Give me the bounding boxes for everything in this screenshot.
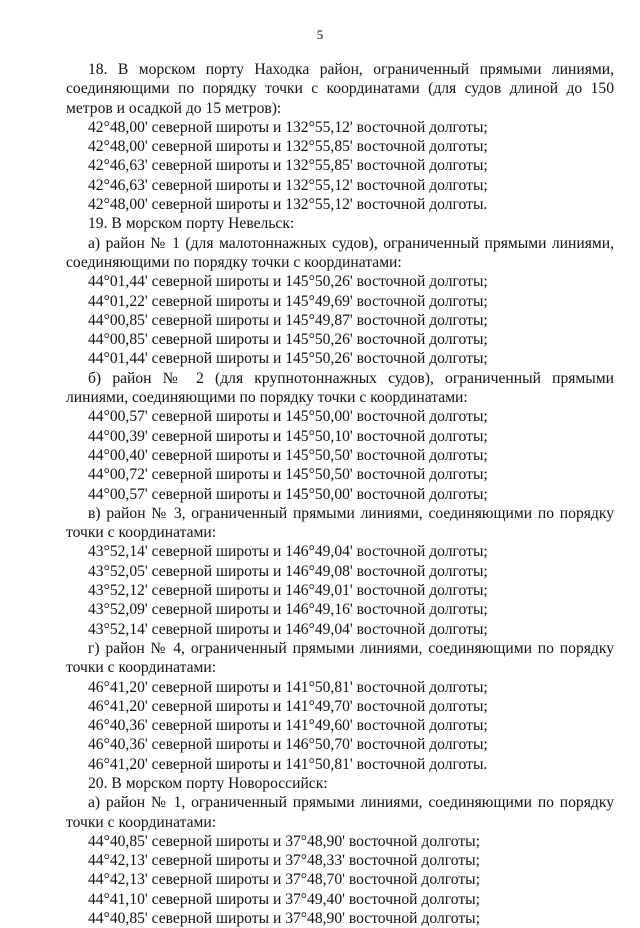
section-20-heading: 20. В морском порту Новороссийск:	[88, 774, 328, 792]
coordinate-line: 44°00,39' северной широты и 145°50,10' восточной долготы;	[88, 427, 488, 445]
coordinate-line: 42°46,63' северной широты и 132°55,12' восточной долготы;	[88, 176, 488, 194]
coordinate-line: 43°52,14' северной широты и 146°49,04' восточной долготы;	[88, 620, 488, 638]
coordinate-line: 46°41,20' северной широты и 141°50,81' восточной долготы;	[88, 678, 488, 696]
coordinate-line: 44°01,44' северной широты и 145°50,26' восточной долготы;	[88, 273, 488, 291]
paragraph-19b-intro: б) район № 2 (для крупнотоннажных судов), ограниченный прямыми линиями, соединяющими по порядку точки с координатами:	[66, 369, 614, 407]
coordinate-line: 44°00,57' северной широты и 145°50,00' восточной долготы;	[88, 408, 488, 426]
coordinate-line: 42°48,00' северной широты и 132°55,12' восточной долготы.	[88, 196, 488, 214]
coordinate-line: 43°52,09' северной широты и 146°49,16' восточной долготы;	[88, 601, 488, 619]
coordinate-line: 44°41,10' северной широты и 37°49,40' восточной долготы;	[88, 890, 480, 908]
document-body	[66, 60, 614, 928]
paragraph-18-intro: 18. В морском порту Находка район, ограниченный прямыми линиями, соединяющими по порядку точки с координатами (для судов длиной до 150 метров и осадкой до 15 метров):	[66, 61, 614, 117]
coordinate-line: 42°46,63' северной широты и 132°55,85' восточной долготы;	[88, 157, 488, 175]
paragraph-19v-intro: в) район № 3, ограниченный прямыми линиями, соединяющими по порядку точки с координатами:	[66, 504, 614, 542]
coordinate-line: 46°40,36' северной широты и 146°50,70' восточной долготы;	[88, 736, 488, 754]
coordinate-line: 42°48,00' северной широты и 132°55,85' восточной долготы;	[88, 138, 488, 156]
coordinate-line: 44°00,72' северной широты и 145°50,50' восточной долготы;	[88, 466, 488, 484]
coordinate-line: 43°52,14' северной широты и 146°49,04' восточной долготы;	[88, 543, 488, 561]
coordinate-line: 46°41,20' северной широты и 141°49,70' восточной долготы;	[88, 697, 488, 715]
paragraph-20a-intro: а) район № 1, ограниченный прямыми линиями, соединяющими по порядку точки с координатами:	[66, 794, 614, 831]
paragraph-19g-intro: г) район № 4, ограниченный прямыми линиями, соединяющими по порядку точки с координатами:	[66, 639, 614, 677]
coordinate-line: 44°00,57' северной широты и 145°50,00' восточной долготы;	[88, 485, 488, 503]
coordinate-line: 43°52,12' северной широты и 146°49,01' восточной долготы;	[88, 582, 488, 600]
paragraph-19a-intro: а) район № 1 (для малотоннажных судов), ограниченный прямыми линиями, соединяющими по порядку точки с координатами:	[66, 234, 614, 271]
coordinate-line: 42°48,00' северной широты и 132°55,12' восточной долготы;	[88, 118, 488, 136]
coordinate-line: 44°40,85' северной широты и 37°48,90' восточной долготы;	[88, 910, 480, 928]
coordinate-line: 44°42,13' северной широты и 37°48,33' восточной долготы;	[88, 852, 480, 870]
coordinate-line: 44°01,44' северной широты и 145°50,26' восточной долготы;	[88, 350, 488, 368]
section-19-heading: 19. В морском порту Невельск:	[88, 215, 295, 233]
coordinate-line: 44°42,13' северной широты и 37°48,70' восточной долготы;	[88, 871, 480, 889]
page-number: 5	[316, 27, 324, 42]
coordinate-line: 44°00,40' северной широты и 145°50,50' восточной долготы;	[88, 446, 488, 464]
coordinate-line: 44°01,22' северной широты и 145°49,69' восточной долготы;	[88, 292, 488, 310]
coordinate-line: 44°40,85' северной широты и 37°48,90' восточной долготы;	[88, 832, 480, 850]
coordinate-line: 43°52,05' северной широты и 146°49,08' восточной долготы;	[88, 562, 488, 580]
coordinate-line: 46°40,36' северной широты и 141°49,60' восточной долготы;	[88, 717, 488, 735]
coordinate-line: 44°00,85' северной широты и 145°50,26' восточной долготы;	[88, 331, 488, 349]
coordinate-line: 46°41,20' северной широты и 141°50,81' восточной долготы.	[88, 755, 488, 773]
coordinate-line: 44°00,85' северной широты и 145°49,87' восточной долготы;	[88, 311, 488, 329]
